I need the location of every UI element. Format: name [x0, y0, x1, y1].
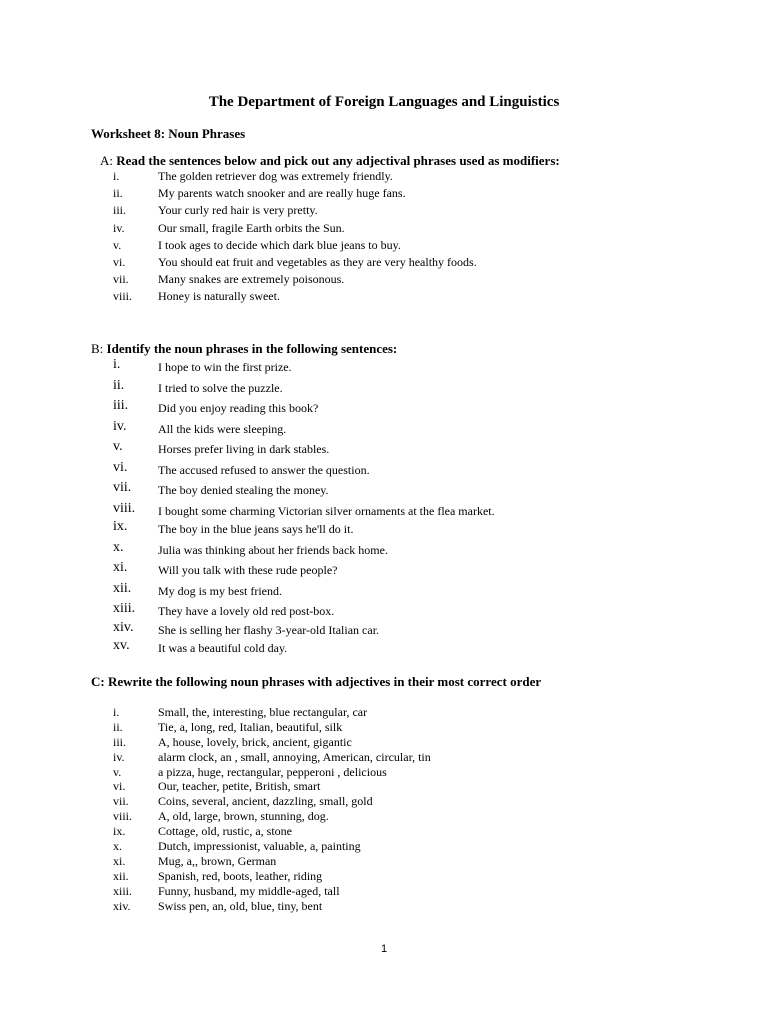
item-text: Honey is naturally sweet.	[158, 289, 280, 304]
item-number: xiv.	[113, 619, 134, 635]
item-number: iv.	[113, 749, 125, 764]
item-text: Horses prefer living in dark stables.	[158, 442, 330, 456]
section-b-item	[0, 480, 768, 501]
item-number: iv.	[113, 418, 127, 434]
item-text: A, house, lovely, brick, ancient, gigantic	[158, 734, 352, 749]
item-text: They have a lovely old red post-box.	[158, 604, 335, 618]
item-text: Swiss pen, an, old, blue, tiny, bent	[158, 898, 323, 913]
item-number: vii.	[113, 272, 129, 287]
item-text: Our small, fragile Earth orbits the Sun.	[158, 220, 345, 235]
section-b-instruction: Identify the noun phrases in the following sentences:	[106, 341, 398, 356]
section-b-item	[0, 357, 768, 378]
item-number: xiii.	[113, 883, 133, 898]
section-b-item	[0, 638, 768, 657]
section-b-list	[0, 357, 768, 657]
item-text: My dog is my best friend.	[158, 583, 282, 598]
section-b-item	[0, 601, 768, 620]
item-number: ii.	[113, 186, 123, 201]
item-text: The boy in the blue jeans says he'll do it.	[158, 522, 354, 536]
item-number: i.	[113, 169, 120, 183]
section-a-item	[0, 202, 768, 219]
item-number: viii.	[113, 809, 133, 824]
section-c-item	[0, 869, 768, 884]
item-text: Coins, several, ancient, dazzling, small, gold	[158, 794, 373, 809]
section-b-heading	[91, 341, 397, 357]
section-b-item	[0, 540, 768, 561]
section-b-item	[0, 460, 768, 481]
section-a-prefix: A:	[100, 153, 117, 168]
item-text: I bought some charming Victorian silver ornaments at the flea market.	[158, 503, 495, 518]
item-number: vii.	[113, 480, 132, 495]
section-a-item	[0, 185, 768, 202]
item-text: A, old, large, brown, stunning, dog.	[158, 809, 329, 824]
item-number: xii.	[113, 580, 132, 596]
section-c-item	[0, 779, 768, 794]
item-number: iii.	[113, 398, 129, 413]
item-number: vi.	[113, 459, 128, 475]
item-number: xiv.	[113, 898, 131, 913]
item-number: x.	[113, 839, 122, 854]
item-number: x.	[113, 539, 124, 555]
section-b-item	[0, 398, 768, 419]
section-b-item	[0, 620, 768, 639]
item-text: I hope to win the first prize.	[158, 360, 292, 374]
page-number: 1	[380, 943, 388, 955]
item-number: ix.	[113, 824, 126, 839]
item-number: xii.	[113, 868, 129, 883]
item-number: v.	[113, 237, 122, 252]
item-text: Many snakes are extremely poisonous.	[158, 272, 345, 287]
item-number: iii.	[113, 734, 127, 749]
item-text: She is selling her flashy 3-year-old Italian car.	[158, 622, 380, 637]
item-text: alarm clock, an , small, annoying, American, circular, tin	[158, 749, 431, 764]
section-a-heading	[100, 153, 560, 169]
section-a-item	[0, 271, 768, 288]
item-number: iii.	[113, 203, 127, 218]
item-text: The accused refused to answer the question.	[158, 462, 370, 477]
section-c-list	[0, 705, 768, 913]
section-a-item	[0, 254, 768, 271]
section-b-item	[0, 560, 768, 581]
item-number: vii.	[113, 794, 129, 809]
section-c-item	[0, 899, 768, 914]
worksheet-heading: Worksheet 8: Noun Phrases	[91, 126, 246, 141]
section-b-item	[0, 581, 768, 602]
item-number: vi.	[113, 254, 126, 269]
item-number: v.	[113, 439, 123, 454]
section-c-item	[0, 735, 768, 750]
item-number: xi.	[113, 853, 126, 868]
section-a-item	[0, 237, 768, 254]
item-text: You should eat fruit and vegetables as they are very healthy foods.	[158, 254, 477, 269]
item-number: xv.	[113, 638, 130, 653]
document-title: The Department of Foreign Languages and Linguistics	[208, 94, 560, 110]
section-b-item	[0, 501, 768, 520]
section-a-item	[0, 288, 768, 305]
section-c-item	[0, 854, 768, 869]
section-c-item	[0, 884, 768, 899]
item-text: It was a beautiful cold day.	[158, 641, 288, 655]
item-text: Julia was thinking about her friends back home.	[158, 542, 388, 557]
item-number: iv.	[113, 220, 125, 235]
item-text: Will you talk with these rude people?	[158, 563, 338, 577]
section-a-item	[0, 168, 768, 185]
section-c-heading: C: Rewrite the following noun phrases with adjectives in their most correct order	[91, 674, 542, 689]
item-number: i.	[113, 357, 121, 372]
item-text: Tie, a, long, red, Italian, beautiful, silk	[158, 719, 343, 734]
item-number: ix.	[113, 519, 128, 534]
item-number: ii.	[113, 719, 123, 734]
section-c-item	[0, 750, 768, 765]
section-b-item	[0, 419, 768, 440]
item-number: viii.	[113, 500, 136, 516]
item-text: The boy denied stealing the money.	[158, 483, 329, 497]
section-a-instruction: Read the sentences below and pick out any adjectival phrases used as modifiers:	[116, 153, 560, 168]
item-text: Spanish, red, boots, leather, riding	[158, 868, 323, 883]
item-number: v.	[113, 764, 122, 779]
item-text: Small, the, interesting, blue rectangular, car	[158, 705, 368, 719]
item-number: xi.	[113, 560, 128, 575]
item-text: Did you enjoy reading this book?	[158, 401, 319, 415]
item-text: Your curly red hair is very pretty.	[158, 203, 318, 218]
item-text: I took ages to decide which dark blue jeans to buy.	[158, 237, 401, 252]
section-b-item	[0, 439, 768, 460]
item-text: Funny, husband, my middle-aged, tall	[158, 883, 340, 898]
section-c-item	[0, 824, 768, 839]
item-number: xiii.	[113, 601, 136, 616]
section-c-item	[0, 765, 768, 780]
item-number: vi.	[113, 779, 126, 794]
section-a-item	[0, 220, 768, 237]
item-number: viii.	[113, 289, 133, 304]
item-text: Cottage, old, rustic, a, stone	[158, 824, 292, 839]
section-c-item	[0, 720, 768, 735]
section-b-item	[0, 378, 768, 399]
item-text: The golden retriever dog was extremely friendly.	[158, 169, 393, 183]
section-b-prefix: B:	[91, 341, 107, 356]
item-text: All the kids were sleeping.	[158, 421, 287, 436]
section-c-item	[0, 809, 768, 824]
section-c-item	[0, 705, 768, 720]
section-b-item	[0, 519, 768, 540]
item-text: Dutch, impressionist, valuable, a, painting	[158, 839, 361, 854]
item-text: Our, teacher, petite, British, smart	[158, 779, 321, 794]
item-text: I tried to solve the puzzle.	[158, 380, 283, 395]
item-text: a pizza, huge, rectangular, pepperoni , delicious	[158, 764, 387, 779]
item-text: My parents watch snooker and are really huge fans.	[158, 186, 406, 201]
section-c-item	[0, 794, 768, 809]
section-a-list	[0, 168, 768, 306]
section-c-item	[0, 839, 768, 854]
item-text: Mug, a,, brown, German	[158, 853, 277, 868]
item-number: i.	[113, 705, 120, 719]
item-number: ii.	[113, 377, 125, 393]
